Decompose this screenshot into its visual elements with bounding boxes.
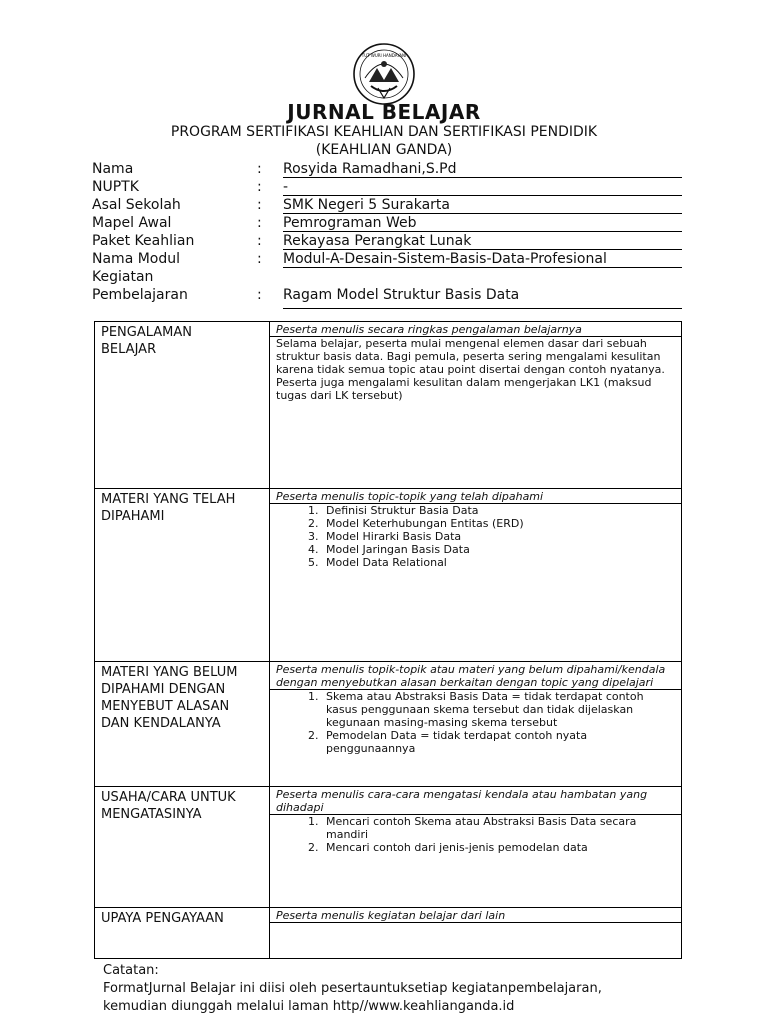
list-item: 1. Mencari contoh Skema atau Abstraksi Basis Data secara mandiri: [322, 815, 675, 841]
section-content: [270, 489, 682, 662]
section-content: [270, 322, 682, 489]
section-content: [270, 908, 682, 959]
field-label: Nama: [92, 161, 134, 177]
field-colon: :: [257, 251, 262, 267]
list-item: 1. Definisi Struktur Basia Data: [322, 504, 675, 517]
field-value: -: [283, 178, 682, 196]
field-label: Nama Modul: [92, 251, 181, 267]
program-subtitle-2: (KEAHLIAN GANDA): [315, 142, 453, 158]
field-nama: [92, 160, 682, 178]
notes-line: FormatJurnal Belajar ini diisi oleh pesertauntuksetiap kegiatanpembelajaran,: [103, 981, 602, 996]
list-item: 2. Mencari contoh dari jenis-jenis pemodelan data: [322, 841, 675, 854]
list-item: 3. Model Hirarki Basis Data: [322, 530, 675, 543]
section-label: [95, 489, 270, 662]
field-value: SMK Negeri 5 Surakarta: [283, 196, 682, 214]
list-item: 4. Model Jaringan Basis Data: [322, 543, 675, 556]
field-mapel-awal: [92, 214, 682, 232]
section-hint: Peserta menulis cara-cara mengatasi kendala atau hambatan yang dihadapi: [270, 787, 681, 815]
field-colon: :: [257, 215, 262, 231]
table-row: [95, 787, 682, 908]
field-paket-keahlian: [92, 232, 682, 250]
field-colon: :: [257, 161, 262, 177]
emblem-motto: TUT WURI HANDAYANI: [361, 53, 407, 58]
notes: [103, 962, 602, 1016]
list-item: 2. Model Keterhubungan Entitas (ERD): [322, 517, 675, 530]
identity-fields: [92, 160, 682, 312]
section-content: [270, 787, 682, 908]
field-label: Asal Sekolah: [92, 197, 181, 213]
section-label: [95, 322, 270, 489]
section-hint: Peserta menulis kegiatan belajar dari lain: [270, 908, 681, 923]
solutions-list: [270, 815, 681, 854]
section-hint: Peserta menulis secara ringkas pengalaman belajarnya: [270, 322, 681, 337]
section-content: [270, 662, 682, 787]
field-nuptk: [92, 178, 682, 196]
section-hint: Peserta menulis topic-topik yang telah dipahami: [270, 489, 681, 504]
program-subtitle: PROGRAM SERTIFIKASI KEAHLIAN DAN SERTIFIKASI PENDIDIK: [170, 124, 598, 140]
field-label: [92, 268, 188, 304]
notes-line: kemudian diunggah melalui laman http//www.keahlianganda.id: [103, 999, 515, 1014]
understood-topics-list: [270, 504, 681, 569]
table-row: [95, 489, 682, 662]
field-value: Pemrograman Web: [283, 214, 682, 232]
field-label: Mapel Awal: [92, 215, 172, 231]
field-value: Modul-A-Desain-Sistem-Basis-Data-Profesional: [283, 250, 682, 268]
section-label-line: DAN KENDALANYA: [101, 716, 221, 731]
notes-heading: Catatan:: [103, 963, 159, 978]
section-label-line: UPAYA PENGAYAAN: [101, 911, 224, 926]
section-label-line: MENGATASINYA: [101, 807, 202, 822]
field-value: Rosyida Ramadhani,S.Pd: [283, 160, 682, 178]
table-row: [95, 662, 682, 787]
section-label-line: MATERI YANG BELUM: [101, 665, 238, 680]
section-label-line: USAHA/CARA UNTUK: [101, 790, 236, 805]
field-label: Paket Keahlian: [92, 233, 195, 249]
field-colon: :: [257, 197, 262, 213]
tut-wuri-handayani-emblem-icon: [351, 42, 417, 106]
section-label-line: MENYEBUT ALASAN: [101, 699, 230, 714]
table-row: [95, 322, 682, 489]
section-label-line: DIPAHAMI: [101, 509, 165, 524]
section-label-line: PENGALAMAN: [101, 325, 193, 340]
page-title: JURNAL BELAJAR: [287, 100, 481, 124]
field-label: NUPTK: [92, 179, 139, 195]
section-label-line: DIPAHAMI DENGAN: [101, 682, 226, 697]
field-label-line: Kegiatan: [92, 269, 154, 285]
section-hint: Peserta menulis topik-topik atau materi yang belum dipahami/kendala dengan menyebutkan alasan berkaitan dengan topic yang dipelajari: [270, 662, 681, 690]
journal-table: [94, 321, 682, 959]
section-label: [95, 908, 270, 959]
section-label-line: MATERI YANG TELAH: [101, 492, 236, 507]
list-item: 2. Pemodelan Data = tidak terdapat contoh nyata penggunaannya: [322, 729, 675, 755]
field-colon: :: [257, 179, 262, 195]
list-item: 1. Skema atau Abstraksi Basis Data = tidak terdapat contoh kasus penggunaan skema tersebut dan tidak dijelaskan kegunaan masing-masing skema tersebut: [322, 690, 675, 729]
list-item: 5. Model Data Relational: [322, 556, 675, 569]
field-value: Rekayasa Perangkat Lunak: [283, 232, 682, 250]
field-nama-modul: [92, 250, 682, 268]
section-label: [95, 662, 270, 787]
field-colon: :: [257, 287, 262, 303]
field-kegiatan-pembelajaran: [92, 268, 682, 312]
field-colon: :: [257, 233, 262, 249]
table-row: [95, 908, 682, 959]
not-understood-topics-list: [270, 690, 681, 755]
section-label: [95, 787, 270, 908]
section-body: Selama belajar, peserta mulai mengenal elemen dasar dari sebuah struktur basis data. Bagi pemula, peserta sering mengalami kesulitan karena tidak semua topic atau point disertai dengan contoh nyatanya. Peserta juga mengalami kesulitan dalam mengerjakan LK1 (maksud tugas dari LK tersebut): [276, 337, 665, 402]
field-label-line: Pembelajaran: [92, 287, 188, 303]
field-asal-sekolah: [92, 196, 682, 214]
field-value: Ragam Model Struktur Basis Data: [283, 286, 682, 309]
section-label-line: BELAJAR: [101, 342, 157, 357]
